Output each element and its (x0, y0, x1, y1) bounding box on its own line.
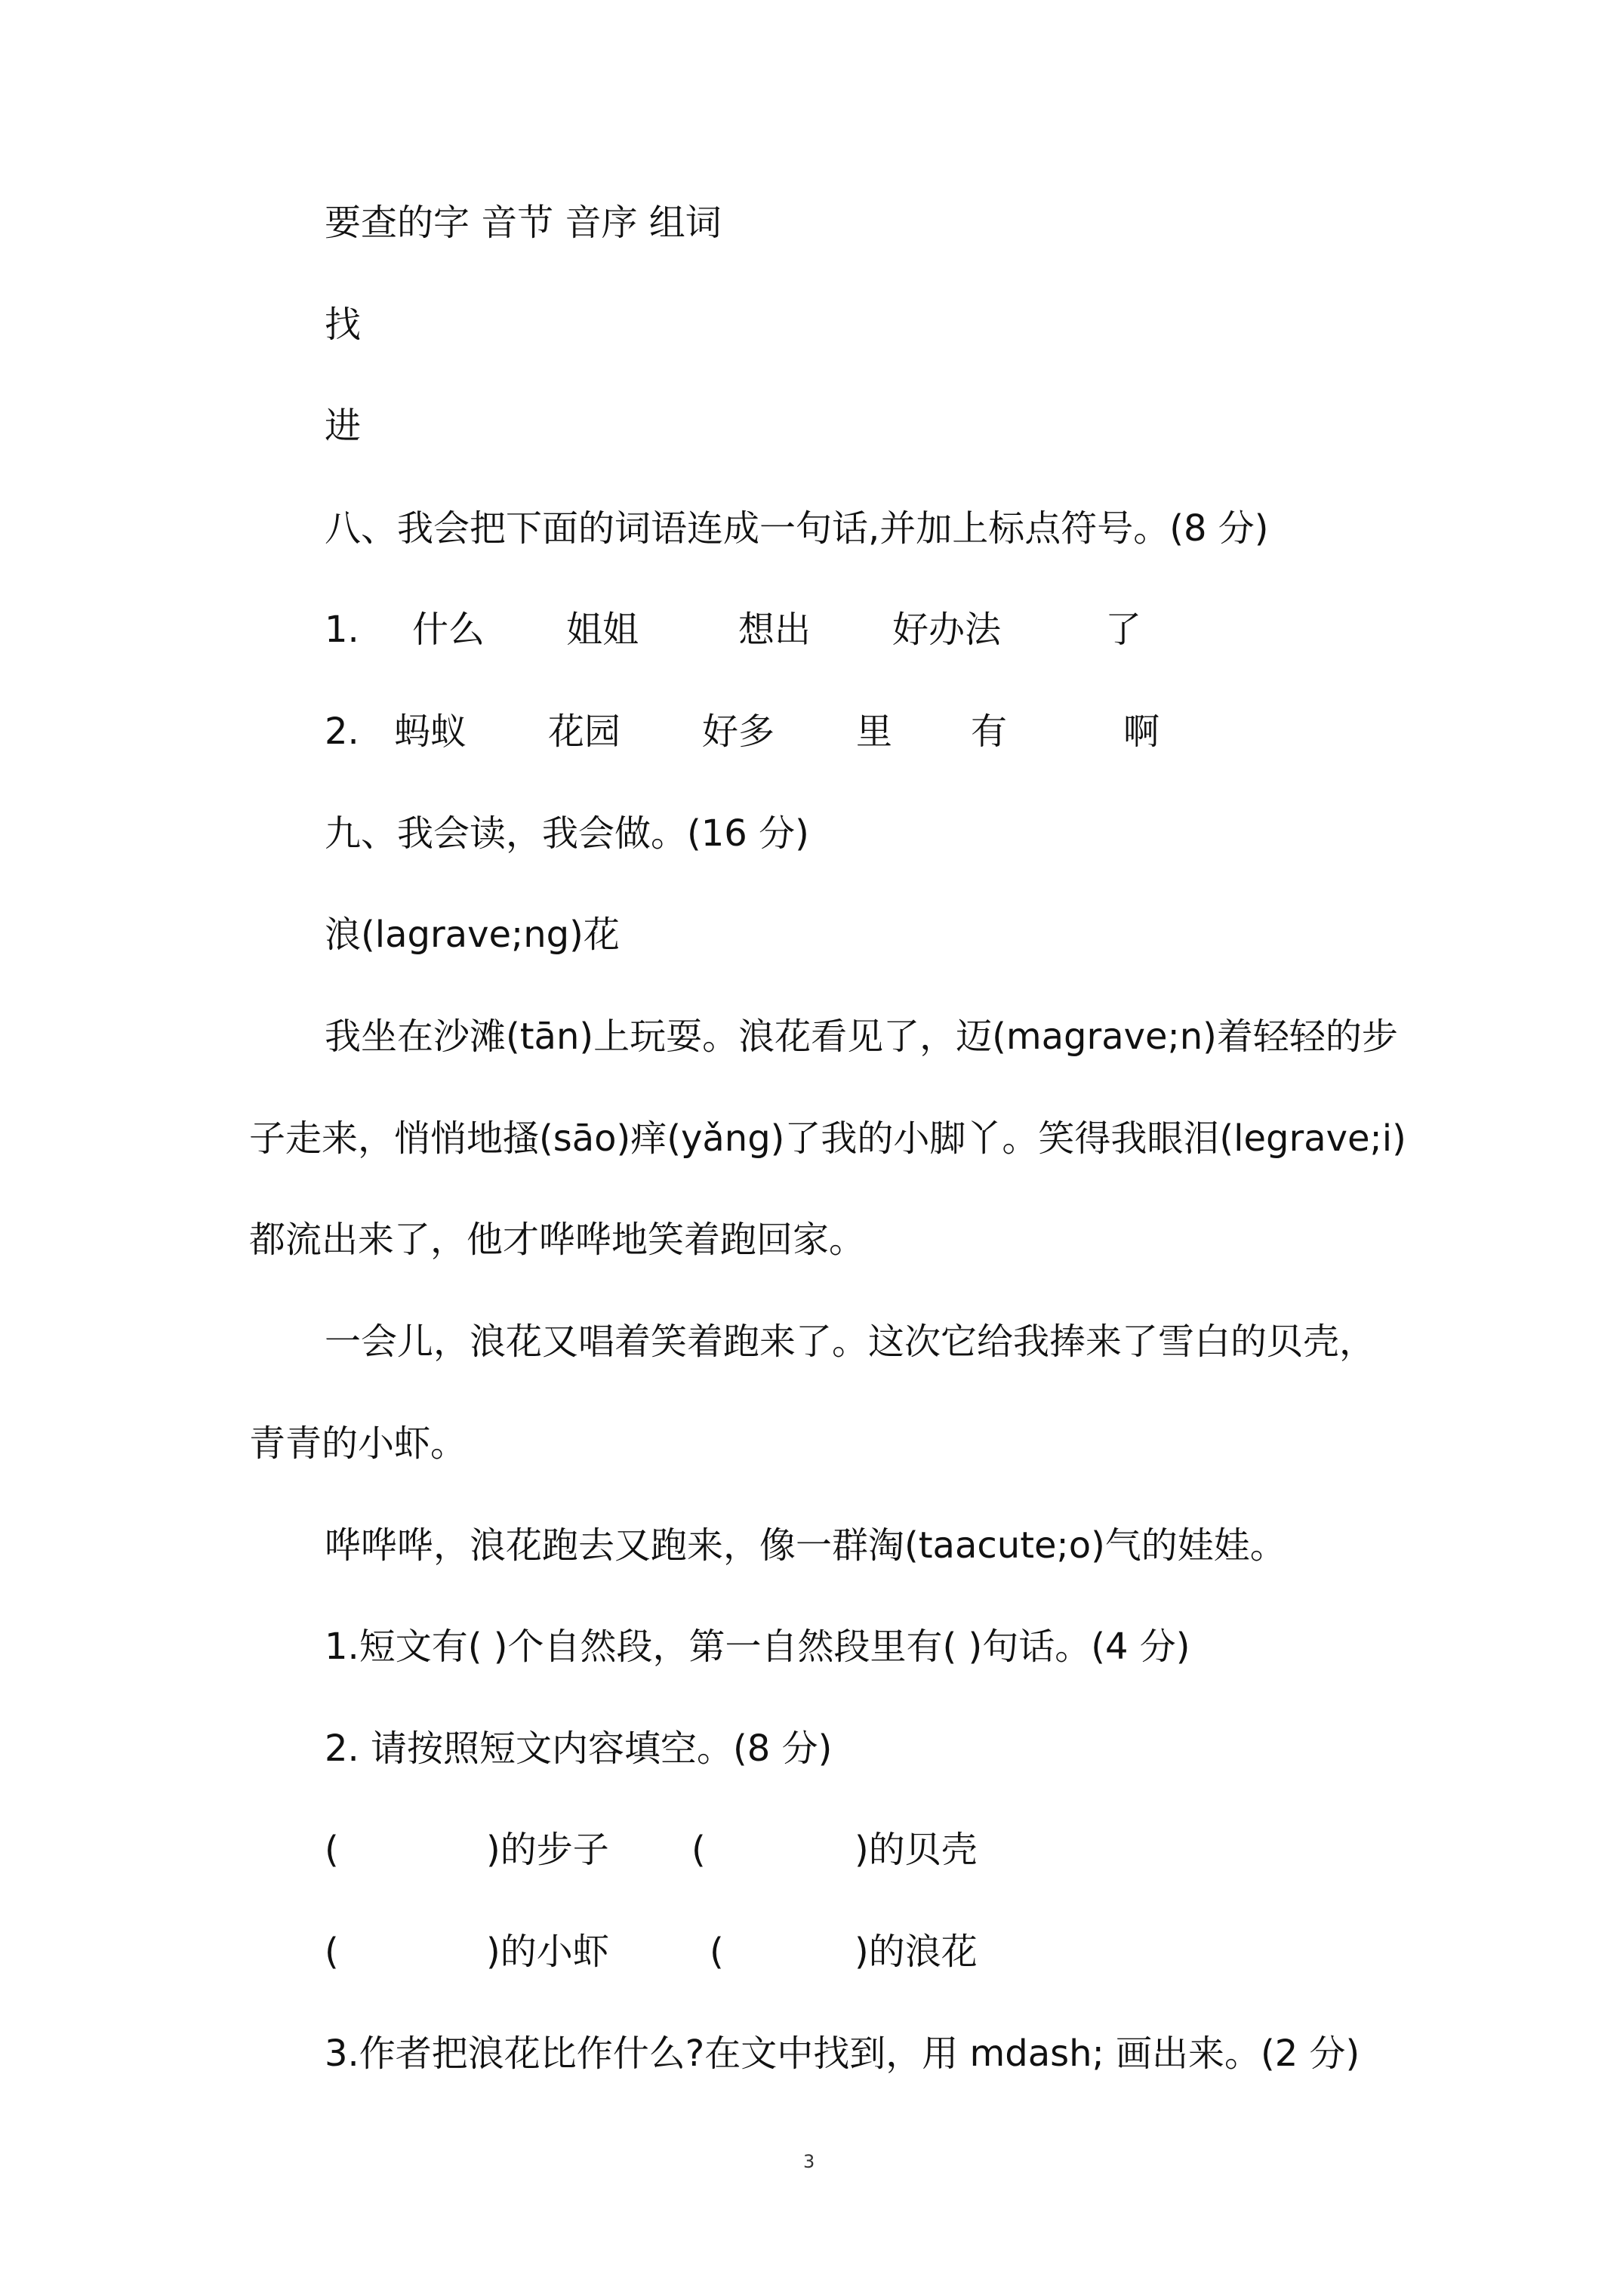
word: 有 (971, 710, 1008, 753)
passage-paragraph-1-line: 子走来，悄悄地搔(sāo)痒(yǎng)了我的小脚丫。笑得我眼泪(legrave;i) (249, 1117, 1406, 1160)
passage-paragraph-2-line: 青青的小虾。 (249, 1422, 467, 1465)
blank-open-paren: ( (710, 1931, 724, 1973)
question-2: 2. 请按照短文内容填空。(8 分) (325, 1727, 833, 1770)
blank-label: )的小虾 (486, 1931, 609, 1973)
lookup-row-char: 进 (325, 405, 362, 447)
passage-paragraph-3: 哗哗哗，浪花跑去又跑来，像一群淘(taacute;o)气的娃娃。 (325, 1524, 1286, 1567)
word: 了 (1105, 609, 1142, 651)
passage-paragraph-2-line: 一会儿，浪花又唱着笑着跑来了。这次它给我捧来了雪白的贝壳， (325, 1321, 1376, 1363)
blank-open-paren: ( (691, 1829, 706, 1871)
word: 蚂蚁 (394, 710, 467, 753)
question-3: 3.作者把浪花比作什么?在文中找到，用 mdash; 画出来。(2 分) (325, 2032, 1360, 2075)
passage-paragraph-1-line: 都流出来了，他才哗哗地笑着跑回家。 (249, 1219, 866, 1261)
item-number: 2. (325, 710, 359, 753)
question-2-blank-row (325, 1826, 1079, 1874)
lookup-table-header: 要查的字 音节 音序 组词 (325, 202, 722, 244)
passage-title: 浪(lagrave;ng)花 (325, 914, 620, 956)
question-2-blank-row (325, 1928, 1079, 1976)
blank-open-paren: ( (325, 1829, 339, 1871)
question-1: 1.短文有( )个自然段，第一自然段里有( )句话。(4 分) (325, 1626, 1190, 1668)
section-9-title: 九、我会读，我会做。(16 分) (325, 812, 809, 855)
passage-paragraph-1-line: 我坐在沙滩(tān)上玩耍。浪花看见了，迈(magrave;n)着轻轻的步 (325, 1015, 1398, 1058)
blank-label: )的贝壳 (855, 1829, 978, 1871)
lookup-row-char: 找 (325, 304, 362, 346)
page-number: 3 (803, 2151, 815, 2172)
word: 啊 (1123, 710, 1160, 753)
word-order-item-1 (325, 606, 1230, 654)
item-number: 1. (325, 609, 359, 651)
word: 姐姐 (566, 609, 639, 651)
word-order-item-2 (325, 707, 1230, 756)
word: 花园 (548, 710, 621, 753)
word: 什么 (412, 609, 485, 651)
word: 里 (856, 710, 893, 753)
word: 好办法 (892, 609, 1002, 651)
blank-label: )的步子 (486, 1829, 609, 1871)
section-8-title: 八、我会把下面的词语连成一句话,并加上标点符号。(8 分) (325, 507, 1269, 550)
blank-open-paren: ( (325, 1931, 339, 1973)
word: 想出 (738, 609, 812, 651)
word: 好多 (702, 710, 775, 753)
blank-label: )的浪花 (855, 1931, 978, 1973)
